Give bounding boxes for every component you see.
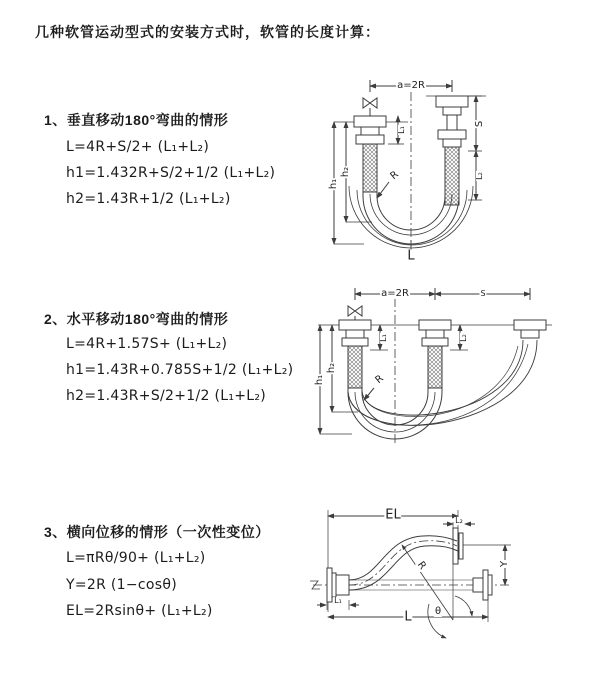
hose-drawing-2	[300, 282, 595, 460]
section-1-heading: 1、垂直移动180°弯曲的情形	[44, 112, 229, 128]
dim-label-a2r-1: a=2R	[397, 80, 425, 91]
dim-label-y-3: Y	[499, 560, 510, 568]
page-title: 几种软管运动型式的安装方式时，软管的长度计算：	[35, 24, 380, 40]
dim-label-s-1: S	[474, 120, 485, 128]
dim-label-h2-1: h₂	[340, 166, 351, 178]
section-2-formula-h1: h1=1.43R+0.785S+1/2 (L₁+L₂)	[66, 362, 294, 378]
dim-label-l2-1: L₂	[475, 172, 484, 180]
dim-label-a2r-2: a=2R	[381, 288, 409, 299]
section-1-formula-h1: h1=1.432R+S/2+1/2 (L₁+L₂)	[66, 165, 276, 181]
diagram-3-lateral-displacement	[305, 500, 595, 670]
diagram-1-vertical-u-bend	[300, 72, 595, 272]
length-label-3: L	[404, 609, 412, 625]
section-2-formula-L: L=4R+1.57S+ (L₁+L₂)	[66, 336, 228, 352]
dim-label-h1-1: h₁	[328, 178, 339, 190]
radius-label-3: R	[414, 559, 428, 572]
radius-label-1: R	[388, 169, 401, 183]
angle-label-3: θ	[434, 606, 442, 617]
section-3-formula-Y: Y=2R (1−cosθ)	[66, 577, 177, 593]
section-2-heading: 2、水平移动180°弯曲的情形	[44, 311, 229, 327]
length-label-1: L	[407, 248, 415, 264]
dim-label-s-2: S	[480, 289, 486, 298]
dim-label-l1-2: L₁	[379, 334, 388, 342]
dim-label-l2-3: L₂	[455, 516, 463, 525]
section-2-formula-h2: h2=1.43R+S/2+1/2 (L₁+L₂)	[66, 388, 267, 404]
diagram-2-horizontal-u-bend	[300, 282, 595, 460]
dim-label-el-3: EL	[385, 507, 401, 523]
section-3-formula-L: L=πRθ/90+ (L₁+L₂)	[66, 550, 206, 566]
dim-label-h1-2: h₁	[314, 374, 325, 386]
section-3-formula-EL: EL=2Rsinθ+ (L₁+L₂)	[66, 603, 213, 619]
dim-label-l1-1: L₁	[397, 126, 406, 134]
dim-label-l1-3: L₁	[334, 596, 342, 605]
radius-label-2: R	[373, 373, 386, 387]
section-1-formula-L: L=4R+S/2+ (L₁+L₂)	[66, 139, 210, 155]
hose-drawing-3	[305, 500, 595, 670]
section-1-formula-h2: h2=1.43R+1/2 (L₁+L₂)	[66, 191, 231, 207]
dim-label-l2-2: L₂	[459, 334, 468, 342]
section-3-heading: 3、横向位移的情形（一次性变位）	[44, 524, 270, 540]
dim-label-h2-2: h₂	[326, 362, 337, 374]
